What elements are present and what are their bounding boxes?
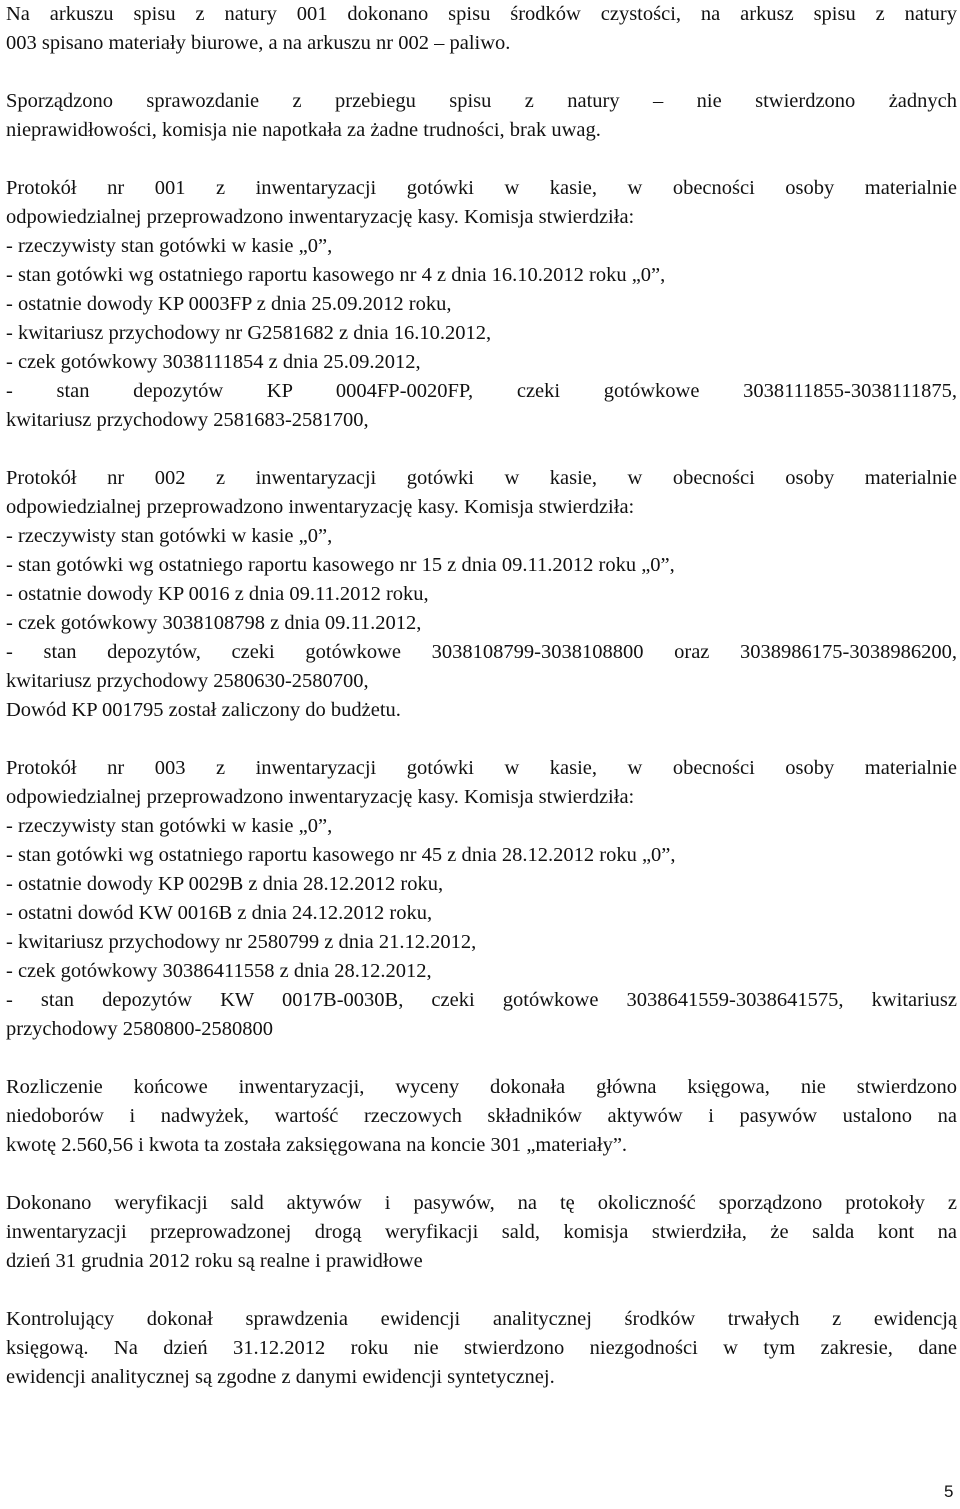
paragraph-protocol-001 xyxy=(6,174,957,435)
text-line: odpowiedzialnej przeprowadzono inwentaryzację kasy. Komisja stwierdziła: xyxy=(6,786,635,808)
paragraph-protocol-003 xyxy=(6,754,957,1044)
list-item: - ostatnie dowody KP 0016 z dnia 09.11.2012 roku, xyxy=(6,583,429,605)
text-line: ewidencji analitycznej są zgodne z danymi ewidencji syntetycznej. xyxy=(6,1366,555,1388)
paragraph-final-settlement xyxy=(6,1073,957,1160)
text-line: Dokonano weryfikacji sald aktywów i pasywów, na tę okoliczność sporządzono protokoły z xyxy=(6,1192,957,1214)
paragraph-inventory-sheets xyxy=(6,0,957,58)
list-item: - stan gotówki wg ostatniego raportu kasowego nr 45 z dnia 28.12.2012 roku „0”, xyxy=(6,844,676,866)
list-item: - stan depozytów, czeki gotówkowe 3038108799-3038108800 oraz 3038986175-3038986200, xyxy=(6,641,957,663)
text-line: Protokół nr 003 z inwentaryzacji gotówki w kasie, w obecności osoby materialnie xyxy=(6,757,957,779)
text-line: 003 spisano materiały biurowe, a na arkuszu nr 002 – paliwo. xyxy=(6,32,511,54)
page-number: 5 xyxy=(944,1482,954,1501)
paragraph-balance-verification xyxy=(6,1189,957,1276)
list-item: - czek gotówkowy 30386411558 z dnia 28.12.2012, xyxy=(6,960,432,982)
text-line: Kontrolujący dokonał sprawdzenia ewidencji analitycznej środków trwałych z ewidencją xyxy=(6,1308,957,1330)
list-item: - kwitariusz przychodowy nr G2581682 z dnia 16.10.2012, xyxy=(6,322,492,344)
list-item: - ostatni dowód KW 0016B z dnia 24.12.2012 roku, xyxy=(6,902,433,924)
list-item: - kwitariusz przychodowy nr 2580799 z dnia 21.12.2012, xyxy=(6,931,477,953)
list-item: - ostatnie dowody KP 0003FP z dnia 25.09.2012 roku, xyxy=(6,293,452,315)
list-item: - czek gotówkowy 3038111854 z dnia 25.09.2012, xyxy=(6,351,421,373)
paragraph-fixed-assets-check xyxy=(6,1305,957,1392)
list-item: - stan gotówki wg ostatniego raportu kasowego nr 15 z dnia 09.11.2012 roku „0”, xyxy=(6,554,675,576)
list-item: - stan gotówki wg ostatniego raportu kasowego nr 4 z dnia 16.10.2012 roku „0”, xyxy=(6,264,666,286)
text-line: Sporządzono sprawozdanie z przebiegu spisu z natury – nie stwierdzono żadnych xyxy=(6,90,957,112)
list-item: - stan depozytów KP 0004FP-0020FP, czeki gotówkowe 3038111855-3038111875, xyxy=(6,380,957,402)
text-line: przychodowy 2580800-2580800 xyxy=(6,1018,274,1040)
list-item: - rzeczywisty stan gotówki w kasie „0”, xyxy=(6,525,333,547)
text-line: Rozliczenie końcowe inwentaryzacji, wyceny dokonała główna księgowa, nie stwierdzono xyxy=(6,1076,957,1098)
list-item: - rzeczywisty stan gotówki w kasie „0”, xyxy=(6,815,333,837)
text-line: dzień 31 grudnia 2012 roku są realne i prawidłowe xyxy=(6,1250,423,1272)
text-line: kwitariusz przychodowy 2581683-2581700, xyxy=(6,409,369,431)
text-line: niedoborów i nadwyżek, wartość rzeczowych składników aktywów i pasywów ustalono na xyxy=(6,1105,957,1127)
text-line: kwotę 2.560,56 i kwota ta została zaksięgowana na koncie 301 „materiały”. xyxy=(6,1134,628,1156)
text-line: nieprawidłowości, komisja nie napotkała za żadne trudności, brak uwag. xyxy=(6,119,601,141)
text-line: odpowiedzialnej przeprowadzono inwentaryzację kasy. Komisja stwierdziła: xyxy=(6,206,635,228)
text-line: Protokół nr 002 z inwentaryzacji gotówki w kasie, w obecności osoby materialnie xyxy=(6,467,957,489)
text-line: inwentaryzacji przeprowadzonej drogą weryfikacji sald, komisja stwierdziła, że salda kont na xyxy=(6,1221,957,1243)
text-line: Na arkuszu spisu z natury 001 dokonano spisu środków czystości, na arkusz spisu z natury xyxy=(6,3,957,25)
list-item: - ostatnie dowody KP 0029B z dnia 28.12.2012 roku, xyxy=(6,873,444,895)
text-line: odpowiedzialnej przeprowadzono inwentaryzację kasy. Komisja stwierdziła: xyxy=(6,496,635,518)
list-item: - stan depozytów KW 0017B-0030B, czeki gotówkowe 3038641559-3038641575, kwitariusz xyxy=(6,989,957,1011)
paragraph-protocol-002 xyxy=(6,464,957,725)
text-line: kwitariusz przychodowy 2580630-2580700, xyxy=(6,670,369,692)
text-line: Dowód KP 001795 został zaliczony do budżetu. xyxy=(6,699,401,721)
paragraph-inventory-report xyxy=(6,87,957,145)
list-item: - czek gotówkowy 3038108798 z dnia 09.11.2012, xyxy=(6,612,422,634)
text-line: Protokół nr 001 z inwentaryzacji gotówki w kasie, w obecności osoby materialnie xyxy=(6,177,957,199)
text-line: księgową. Na dzień 31.12.2012 roku nie stwierdzono niezgodności w tym zakresie, dane xyxy=(6,1337,957,1359)
document-page xyxy=(6,0,957,1392)
list-item: - rzeczywisty stan gotówki w kasie „0”, xyxy=(6,235,333,257)
